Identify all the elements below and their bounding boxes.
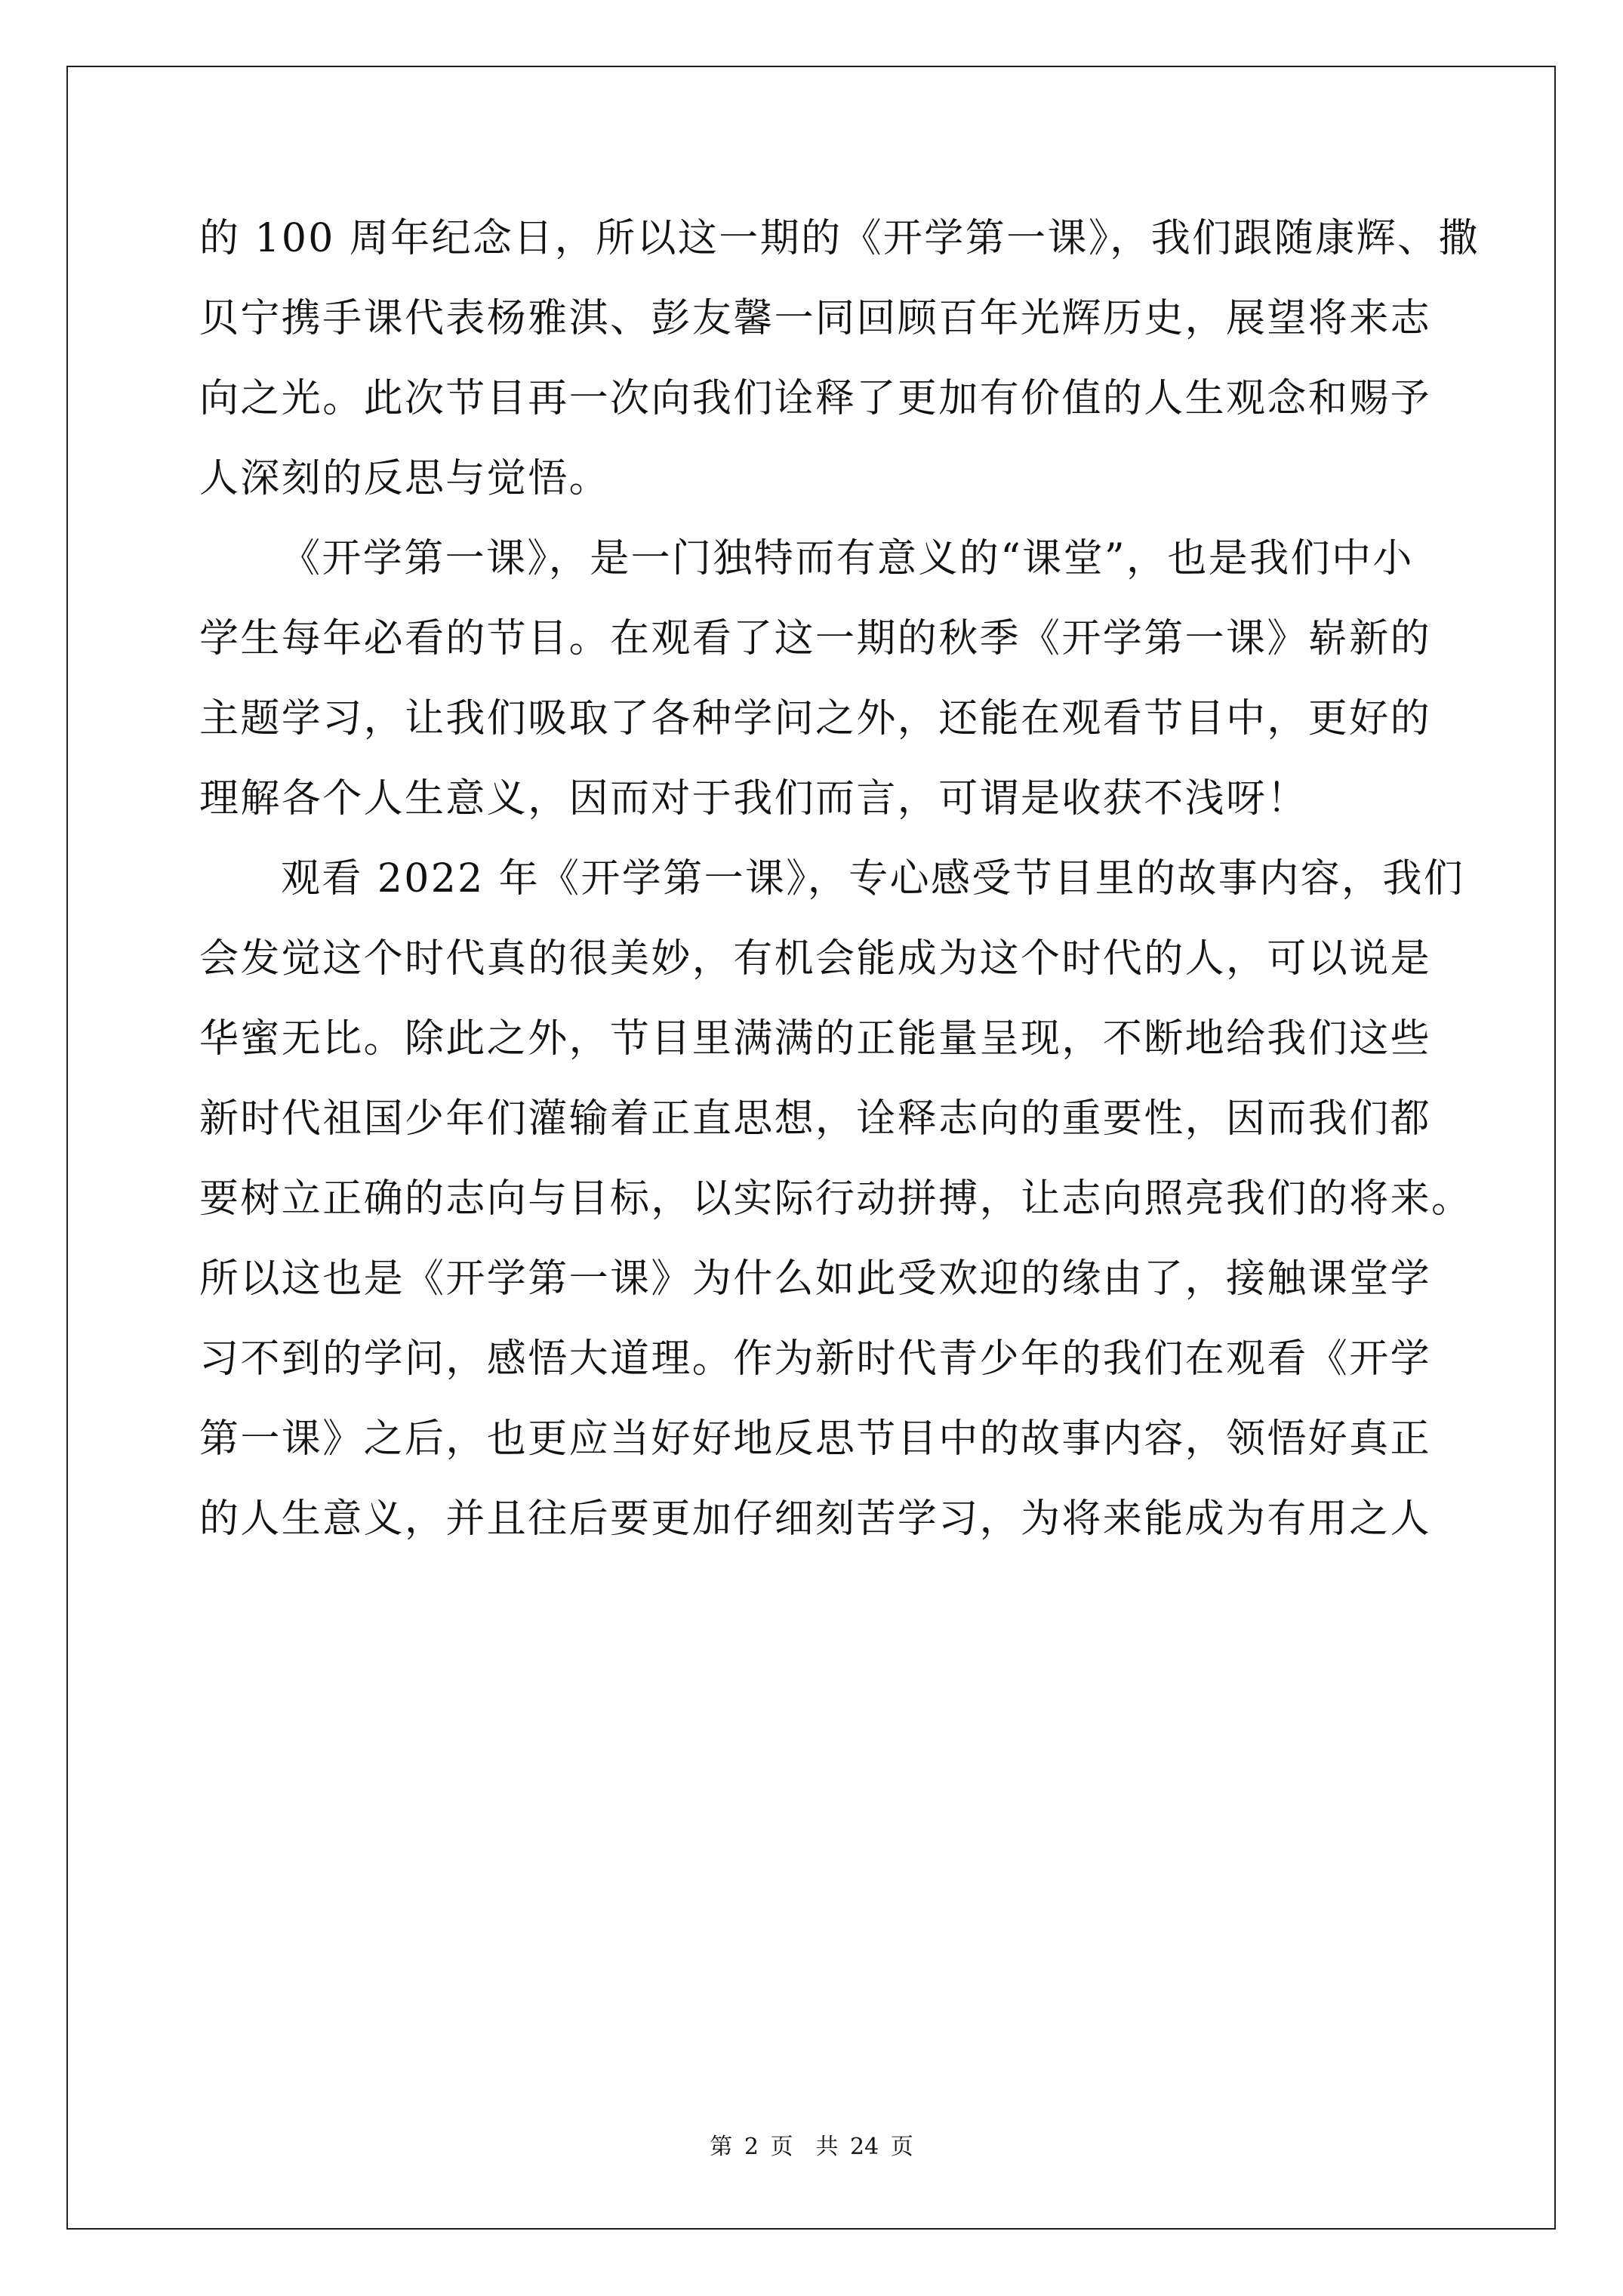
text-line: 的 100 周年纪念日，所以这一期的《开学第一课》，我们跟随康辉、撒 <box>199 216 1480 261</box>
text-line: 新时代祖国少年们灌输着正直思想，诠释志向的重要性，因而我们都 <box>199 1096 1432 1142</box>
text-line: 要树立正确的志向与目标，以实际行动拼搏，让志向照亮我们的将来。 <box>199 1176 1473 1222</box>
text-line: 的人生意义，并且往后要更加仔细刻苦学习，为将来能成为有用之人 <box>199 1496 1432 1542</box>
text-line: 人深刻的反思与觉悟。 <box>199 456 611 501</box>
text-line: 理解各个人生意义，因而对于我们而言，可谓是收获不浅呀！ <box>199 776 1308 821</box>
page-number: 第 2 页 共 24 页 <box>710 2134 913 2160</box>
text-line: 所以这也是《开学第一课》为什么如此受欢迎的缘由了，接触课堂学 <box>199 1256 1432 1302</box>
text-line: 《开学第一课》，是一门独特而有意义的“课堂”，也是我们中小 <box>281 536 1414 581</box>
text-line: 会发觉这个时代真的很美妙，有机会能成为这个时代的人，可以说是 <box>199 936 1432 982</box>
text-line: 向之光。此次节目再一次向我们诠释了更加有价值的人生观念和赐予 <box>199 376 1432 421</box>
text-line: 习不到的学问，感悟大道理。作为新时代青少年的我们在观看《开学 <box>199 1336 1432 1382</box>
text-line: 观看 2022 年《开学第一课》，专心感受节目里的故事内容，我们 <box>281 856 1465 901</box>
text-line: 学生每年必看的节目。在观看了这一期的秋季《开学第一课》崭新的 <box>199 616 1432 661</box>
text-line: 贝宁携手课代表杨雅淇、彭友馨一同回顾百年光辉历史，展望将来志 <box>199 296 1432 341</box>
document-body <box>199 216 1480 1579</box>
text-line: 主题学习，让我们吸取了各种学问之外，还能在观看节目中，更好的 <box>199 696 1432 741</box>
text-line: 第一课》之后，也更应当好好地反思节目中的故事内容，领悟好真正 <box>199 1416 1432 1462</box>
text-line: 华蜜无比。除此之外，节目里满满的正能量呈现，不断地给我们这些 <box>199 1016 1432 1062</box>
